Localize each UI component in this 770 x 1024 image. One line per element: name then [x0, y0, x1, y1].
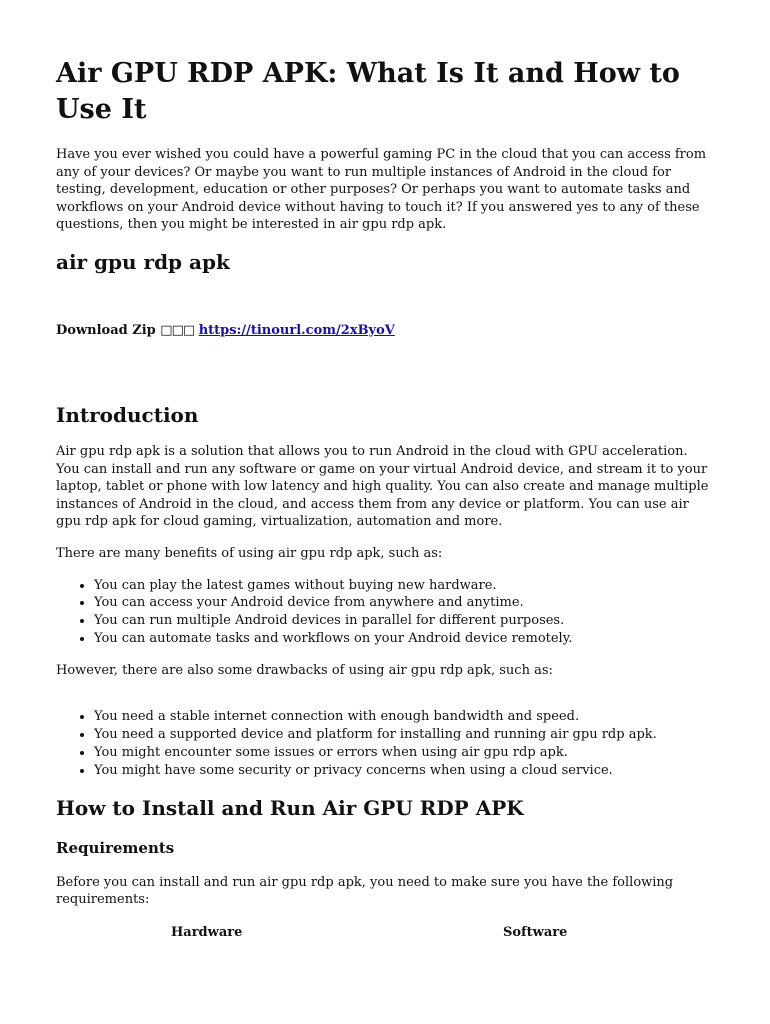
- download-glyphs: □□□: [160, 322, 195, 338]
- benefits-intro: There are many benefits of using air gpu rdp apk, such as:: [56, 545, 443, 561]
- list-item: • You can automate tasks and workflows on your Android device remotely.: [94, 630, 714, 648]
- list-item: • You can play the latest games without buying new hardware.: [94, 577, 714, 595]
- hardware-column-header: Hardware: [171, 924, 243, 940]
- list-item: • You might encounter some issues or errors when using air gpu rdp apk.: [94, 744, 714, 762]
- requirements-heading: Requirements: [56, 838, 175, 857]
- download-label: Download Zip: [56, 322, 156, 338]
- drawbacks-intro: However, there are also some drawbacks of using air gpu rdp apk, such as:: [56, 662, 553, 678]
- requirements-table-header: [56, 925, 714, 945]
- introduction-heading: Introduction: [56, 402, 199, 427]
- benefits-list: [56, 577, 714, 648]
- introduction-paragraph: Air gpu rdp apk is a solution that allows you to run Android in the cloud with GPU acceleration. You can install and run any software or game on your virtual Android device, and stream it to your laptop, tablet or phone with low latency and high quality. You can also create and manage multiple instances of Android in the cloud, and access them from any device or platform. You can use air gpu rdp apk for cloud gaming, virtualization, automation and more.: [56, 443, 709, 530]
- intro-paragraph: Have you ever wished you could have a powerful gaming PC in the cloud that you can access from any of your devices? Or maybe you want to run multiple instances of Android in the cloud for testing, development, education or other purposes? Or perhaps you want to automate tasks and workflows on your Android device without having to touch it? If you answered yes to any of these questions, then you might be interested in air gpu rdp apk.: [56, 147, 707, 233]
- install-heading: How to Install and Run Air GPU RDP APK: [56, 795, 524, 820]
- download-line: [56, 322, 714, 340]
- requirements-paragraph: Before you can install and run air gpu rdp apk, you need to make sure you have the following requirements:: [56, 874, 674, 908]
- download-link[interactable]: https://tinourl.com/2xByoV: [198, 322, 395, 338]
- software-column-header: Software: [503, 924, 568, 940]
- list-item: • You can run multiple Android devices in parallel for different purposes.: [94, 612, 714, 630]
- list-item: • You can access your Android device from anywhere and anytime.: [94, 594, 714, 612]
- list-item: • You need a supported device and platform for installing and running air gpu rdp apk.: [94, 726, 714, 744]
- drawbacks-list: [56, 708, 714, 779]
- keyword-heading: air gpu rdp apk: [56, 249, 230, 274]
- list-item: • You might have some security or privacy concerns when using a cloud service.: [94, 762, 714, 780]
- list-item: • You need a stable internet connection with enough bandwidth and speed.: [94, 708, 714, 726]
- page-title: Air GPU RDP APK: What Is It and How to Use It: [56, 58, 680, 125]
